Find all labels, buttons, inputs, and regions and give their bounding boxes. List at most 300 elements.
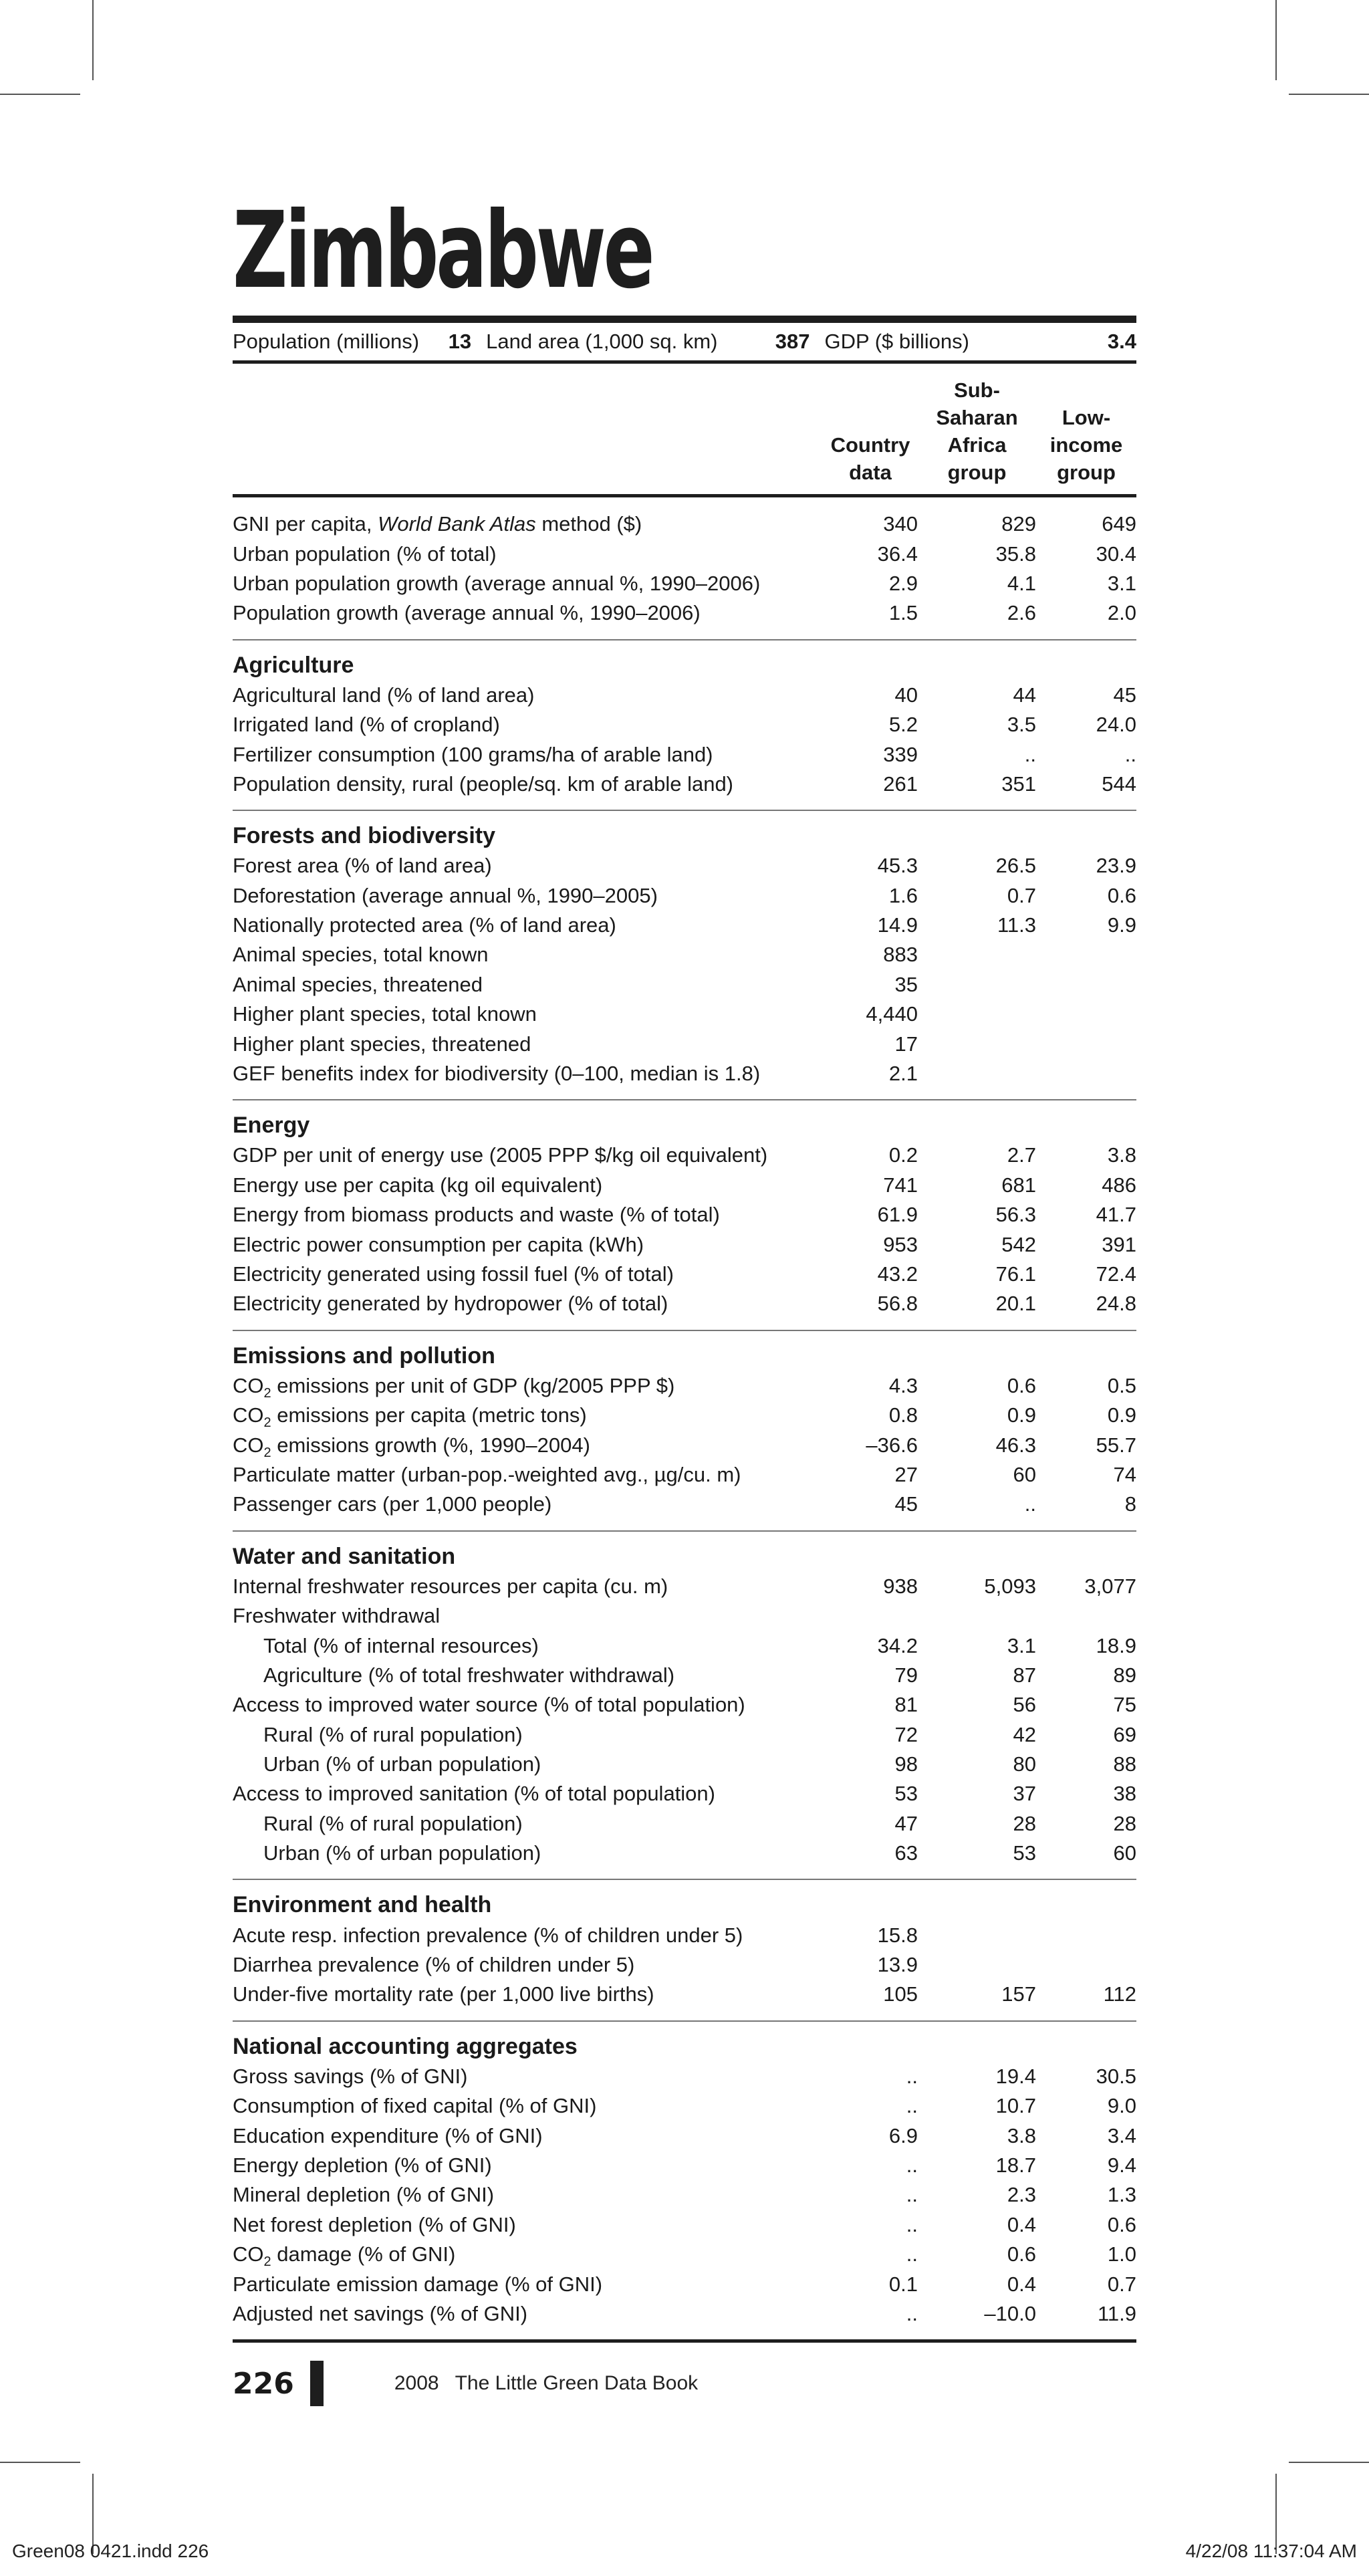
- row-label-text: Energy from biomass products and waste (% of total): [233, 1203, 720, 1227]
- row-label: [233, 1492, 823, 1516]
- row-label-text: Agriculture (% of total freshwater withdrawal): [263, 1663, 675, 1687]
- crop-mark: [1275, 0, 1277, 80]
- gdp-label: GDP ($ billions): [824, 330, 969, 353]
- value-sub-saharan-africa: 80: [1013, 1752, 1036, 1776]
- value-country: 953: [883, 1232, 918, 1256]
- row-label: [233, 1634, 823, 1658]
- value-sub-saharan-africa: 3.1: [1007, 1633, 1036, 1657]
- value-country: 36.4: [877, 542, 918, 566]
- row-label: [233, 1723, 823, 1747]
- value-country: 45: [894, 1492, 918, 1516]
- value-sub-saharan-africa: 3.5: [1007, 713, 1036, 737]
- value-sub-saharan-africa: 5,093: [984, 1574, 1036, 1598]
- value-sub-saharan-africa: 351: [1001, 772, 1036, 796]
- value-low-income: 45: [1113, 683, 1136, 707]
- value-country: 105: [883, 1982, 918, 2006]
- column-country-data: Country data: [830, 433, 910, 484]
- value-low-income: 75: [1113, 1693, 1136, 1717]
- co2-symbol: $CO_2$: [233, 2242, 271, 2267]
- row-label: [233, 2094, 823, 2118]
- co2-symbol: $CO_2$: [233, 1433, 271, 1457]
- row-label: [233, 743, 823, 767]
- footer-year: 2008: [394, 2372, 439, 2394]
- table-row: [233, 569, 1136, 598]
- value-sub-saharan-africa: 157: [1001, 1982, 1036, 2006]
- value-country: 13.9: [877, 1953, 918, 1977]
- value-country: 81: [894, 1693, 918, 1717]
- row-label-text: Agricultural land (% of land area): [233, 683, 535, 707]
- row-label-text: Internal freshwater resources per capita (cu. m): [233, 1574, 668, 1598]
- value-country: 0.2: [888, 1143, 918, 1167]
- table-row: [233, 2299, 1136, 2329]
- data-table: [233, 497, 1136, 2343]
- population-label: Population (millions): [233, 330, 420, 353]
- table-row: [233, 970, 1136, 1000]
- table-row: [233, 1200, 1136, 1230]
- value-country: 45.3: [877, 854, 918, 878]
- value-sub-saharan-africa: 3.8: [1007, 2123, 1036, 2147]
- table-row: [233, 2151, 1136, 2180]
- row-label: [233, 1752, 823, 1776]
- value-low-income: 3.4: [1107, 2123, 1136, 2147]
- value-country: 1.5: [888, 601, 918, 625]
- value-low-income: 30.5: [1096, 2064, 1136, 2088]
- row-label: [233, 1953, 823, 1977]
- table-row: [233, 2269, 1136, 2299]
- value-country: –36.6: [866, 1433, 918, 1457]
- row-label: [233, 1463, 823, 1487]
- value-sub-saharan-africa: 542: [1001, 1232, 1036, 1256]
- row-label: [233, 1663, 823, 1687]
- section-environment-and-health: [233, 1880, 1136, 2020]
- row-label: [233, 1203, 823, 1227]
- value-country: 15.8: [877, 1923, 918, 1947]
- row-label-text: Population growth (average annual %, 1990–2006): [233, 601, 701, 625]
- table-row: [233, 1950, 1136, 1980]
- row-label-text: Acute resp. infection prevalence (% of children under 5): [233, 1923, 743, 1947]
- row-label-text: Energy depletion (% of GNI): [233, 2153, 492, 2177]
- row-label: [233, 2242, 823, 2266]
- row-label-text: Consumption of fixed capital (% of GNI): [233, 2094, 597, 2118]
- row-label-text: Access to improved water source (% of total population): [233, 1693, 745, 1717]
- value-low-income: ..: [1124, 742, 1136, 766]
- value-low-income: 18.9: [1096, 1633, 1136, 1657]
- row-label: [233, 1403, 823, 1427]
- value-country: 17: [894, 1032, 918, 1056]
- value-country: 63: [894, 1841, 918, 1865]
- row-label-text: Mineral depletion (% of GNI): [233, 2183, 495, 2207]
- row-label-text: Irrigated land (% of cropland): [233, 713, 500, 737]
- value-low-income: 8: [1124, 1492, 1136, 1516]
- row-label: [233, 512, 823, 536]
- row-label: [233, 1143, 823, 1167]
- section-title: Environment and health: [233, 1892, 492, 1918]
- value-low-income: 89: [1113, 1663, 1136, 1687]
- data-page: [233, 189, 1136, 2343]
- print-slug-timestamp: 4/22/08 11:37:04 AM: [1185, 2541, 1357, 2561]
- value-sub-saharan-africa: 26.5: [995, 854, 1036, 878]
- table-row: [233, 2210, 1136, 2240]
- value-sub-saharan-africa: 4.1: [1007, 571, 1036, 595]
- value-low-income: 112: [1103, 1982, 1136, 2006]
- table-row: [233, 1401, 1136, 1430]
- row-label: [233, 542, 823, 566]
- row-label-text: Access to improved sanitation (% of total population): [233, 1782, 715, 1806]
- value-low-income: 391: [1102, 1232, 1136, 1256]
- value-low-income: 0.9: [1107, 1403, 1136, 1427]
- divider: [233, 2339, 1136, 2343]
- value-sub-saharan-africa: 19.4: [995, 2064, 1036, 2088]
- row-label: [233, 713, 823, 737]
- row-label: [233, 1782, 823, 1806]
- row-label: [233, 601, 823, 625]
- value-sub-saharan-africa: 76.1: [995, 1262, 1036, 1286]
- table-row: [233, 1490, 1136, 1519]
- row-label: [233, 1374, 823, 1398]
- row-label-text: damage (% of GNI): [271, 2242, 456, 2266]
- table-row: [233, 1920, 1136, 1950]
- crop-mark: [1289, 2462, 1369, 2463]
- value-sub-saharan-africa: 681: [1001, 1173, 1036, 1197]
- row-label-text: Urban (% of urban population): [263, 1841, 541, 1865]
- table-row: [233, 1572, 1136, 1601]
- value-sub-saharan-africa: 0.4: [1007, 2272, 1036, 2296]
- value-country: 4,440: [866, 1002, 918, 1026]
- value-low-income: 11.9: [1097, 2301, 1136, 2325]
- section-water-and-sanitation: [233, 1532, 1136, 1879]
- value-low-income: 1.0: [1107, 2242, 1136, 2266]
- value-low-income: 0.6: [1107, 883, 1136, 907]
- row-label: [233, 1002, 823, 1026]
- row-label: [233, 772, 823, 796]
- row-label: [233, 1292, 823, 1316]
- value-sub-saharan-africa: 2.7: [1007, 1143, 1036, 1167]
- divider: [233, 316, 1136, 323]
- row-label: [233, 913, 823, 937]
- row-label-text: Forest area (% of land area): [233, 854, 492, 878]
- section-title: Forests and biodiversity: [233, 823, 495, 849]
- row-label: [233, 1982, 823, 2006]
- value-country: 47: [894, 1811, 918, 1835]
- value-sub-saharan-africa: 20.1: [995, 1292, 1036, 1316]
- row-label: [233, 854, 823, 878]
- table-row: [233, 2180, 1136, 2210]
- table-row: [233, 509, 1136, 539]
- value-low-income: 23.9: [1096, 854, 1136, 878]
- value-sub-saharan-africa: 18.7: [995, 2153, 1036, 2177]
- value-country: 0.8: [888, 1403, 918, 1427]
- table-row: [233, 1601, 1136, 1631]
- row-label-text: Fertilizer consumption (100 grams/ha of arable land): [233, 742, 713, 766]
- value-sub-saharan-africa: 44: [1013, 683, 1036, 707]
- row-label-text: Electricity generated by hydropower (% of total): [233, 1292, 668, 1316]
- row-label-text: emissions per capita (metric tons): [271, 1403, 587, 1427]
- section-title: Emissions and pollution: [233, 1342, 495, 1369]
- table-row: [233, 1631, 1136, 1660]
- value-low-income: 3,077: [1084, 1574, 1136, 1598]
- crop-mark: [1289, 94, 1369, 95]
- section-agriculture: [233, 640, 1136, 810]
- table-row: [233, 1809, 1136, 1839]
- section-title: National accounting aggregates: [233, 2033, 578, 2059]
- value-sub-saharan-africa: ..: [1024, 742, 1036, 766]
- row-label: [233, 1262, 823, 1286]
- table-row: [233, 1779, 1136, 1808]
- row-label-text: Rural (% of rural population): [263, 1811, 523, 1835]
- value-country: 2.9: [888, 571, 918, 595]
- value-low-income: 9.0: [1107, 2094, 1136, 2118]
- crop-mark: [0, 2462, 80, 2463]
- value-sub-saharan-africa: 87: [1013, 1663, 1036, 1687]
- value-country: 340: [883, 512, 918, 536]
- summary-bar: [233, 323, 1136, 360]
- row-label: [233, 1923, 823, 1948]
- row-label-text: Total (% of internal resources): [263, 1633, 539, 1657]
- value-sub-saharan-africa: 35.8: [995, 542, 1036, 566]
- value-country: 261: [883, 772, 918, 796]
- table-row: [233, 2091, 1136, 2121]
- value-country: ..: [906, 2153, 918, 2177]
- row-label-text: GNI per capita, World Bank Atlas method ($): [233, 512, 642, 536]
- table-row: [233, 681, 1136, 710]
- table-row: [233, 2062, 1136, 2091]
- value-sub-saharan-africa: 2.6: [1007, 601, 1036, 625]
- value-sub-saharan-africa: 11.3: [997, 913, 1036, 937]
- value-sub-saharan-africa: 42: [1013, 1722, 1036, 1746]
- column-sub-saharan-africa: Sub-Saharan Africa group: [936, 378, 1018, 484]
- value-low-income: 69: [1113, 1722, 1136, 1746]
- row-label: [233, 2213, 823, 2237]
- table-row: [233, 1171, 1136, 1200]
- section-general: [233, 497, 1136, 639]
- value-country: 883: [883, 943, 918, 967]
- row-label: [233, 884, 823, 908]
- row-label: [233, 1173, 823, 1197]
- row-label: [233, 2153, 823, 2178]
- row-label: [233, 572, 823, 596]
- table-row: [233, 940, 1136, 969]
- value-sub-saharan-africa: 28: [1013, 1811, 1036, 1835]
- value-sub-saharan-africa: 60: [1013, 1462, 1036, 1486]
- value-country: ..: [906, 2094, 918, 2118]
- section-forests-and-biodiversity: [233, 811, 1136, 1099]
- value-low-income: 486: [1102, 1173, 1136, 1197]
- column-header: [233, 364, 1136, 494]
- value-sub-saharan-africa: 2.3: [1007, 2183, 1036, 2207]
- co2-symbol: $CO_2$: [233, 1373, 271, 1398]
- value-country: 4.3: [888, 1373, 918, 1397]
- value-low-income: 24.8: [1096, 1292, 1136, 1316]
- table-row: [233, 710, 1136, 739]
- row-label-text: Freshwater withdrawal: [233, 1604, 441, 1628]
- value-low-income: 649: [1102, 512, 1136, 536]
- value-low-income: 2.0: [1107, 601, 1136, 625]
- row-label-text: emissions growth (%, 1990–2004): [271, 1433, 590, 1457]
- value-low-income: 74: [1113, 1462, 1136, 1486]
- table-row: [233, 1750, 1136, 1779]
- section-title: Water and sanitation: [233, 1543, 456, 1569]
- row-label-text: Animal species, threatened: [233, 972, 483, 996]
- page-title: Zimbabwe: [233, 189, 652, 312]
- row-label-text: Education expenditure (% of GNI): [233, 2123, 543, 2147]
- value-sub-saharan-africa: –10.0: [984, 2301, 1036, 2325]
- row-label-text: Electricity generated using fossil fuel (% of total): [233, 1262, 674, 1286]
- value-country: 0.1: [888, 2272, 918, 2296]
- value-country: 5.2: [888, 713, 918, 737]
- column-low-income: Low-income group: [1049, 406, 1123, 484]
- table-row: [233, 1460, 1136, 1490]
- table-row: [233, 881, 1136, 911]
- value-low-income: 30.4: [1096, 542, 1136, 566]
- row-label-text: Gross savings (% of GNI): [233, 2064, 468, 2088]
- row-label-text: Urban population growth (average annual %, 1990–2006): [233, 571, 761, 595]
- table-row: [233, 1371, 1136, 1401]
- table-row: [233, 770, 1136, 799]
- table-row: [233, 1000, 1136, 1029]
- value-sub-saharan-africa: 0.7: [1007, 883, 1036, 907]
- row-label-text: Passenger cars (per 1,000 people): [233, 1492, 552, 1516]
- value-country: 79: [894, 1663, 918, 1687]
- value-country: 1.6: [888, 883, 918, 907]
- gdp-value: 3.4: [1107, 330, 1136, 353]
- value-low-income: 0.7: [1107, 2272, 1136, 2296]
- table-row: [233, 851, 1136, 881]
- print-slug-file: Green08 0421.indd 226: [12, 2541, 209, 2561]
- value-sub-saharan-africa: 0.4: [1007, 2212, 1036, 2236]
- value-sub-saharan-africa: 10.7: [995, 2094, 1036, 2118]
- section-title: Energy: [233, 1113, 310, 1139]
- value-low-income: 28: [1113, 1811, 1136, 1835]
- value-country: ..: [906, 2064, 918, 2088]
- value-sub-saharan-africa: 829: [1001, 512, 1036, 536]
- value-low-income: 41.7: [1096, 1203, 1136, 1227]
- book-title: The Little Green Data Book: [455, 2372, 699, 2394]
- value-low-income: 3.1: [1107, 571, 1136, 595]
- table-row: [233, 1690, 1136, 1720]
- value-country: 14.9: [877, 913, 918, 937]
- value-low-income: 88: [1113, 1752, 1136, 1776]
- value-sub-saharan-africa: 56.3: [995, 1203, 1036, 1227]
- value-country: 98: [894, 1752, 918, 1776]
- row-label-text: Population density, rural (people/sq. km of arable land): [233, 772, 734, 796]
- land-area-value: 387: [775, 330, 810, 353]
- table-row: [233, 1661, 1136, 1690]
- row-label: [233, 1841, 823, 1865]
- table-row: [233, 2240, 1136, 2269]
- value-sub-saharan-africa: 0.6: [1007, 1373, 1036, 1397]
- row-label-text: Animal species, total known: [233, 943, 489, 967]
- value-country: 56.8: [877, 1292, 918, 1316]
- value-country: 34.2: [877, 1633, 918, 1657]
- value-country: ..: [906, 2212, 918, 2236]
- value-low-income: 1.3: [1107, 2183, 1136, 2207]
- value-country: ..: [906, 2242, 918, 2266]
- table-row: [233, 598, 1136, 628]
- value-low-income: 544: [1102, 772, 1136, 796]
- value-low-income: 0.5: [1107, 1373, 1136, 1397]
- table-row: [233, 2121, 1136, 2150]
- value-low-income: 55.7: [1096, 1433, 1136, 1457]
- value-low-income: 72.4: [1096, 1262, 1136, 1286]
- row-label: [233, 1062, 823, 1086]
- value-low-income: 24.0: [1096, 713, 1136, 737]
- value-country: ..: [906, 2183, 918, 2207]
- value-country: 339: [883, 742, 918, 766]
- table-row: [233, 1430, 1136, 1459]
- row-label-text: Under-five mortality rate (per 1,000 live births): [233, 1982, 654, 2006]
- row-label-text: Particulate emission damage (% of GNI): [233, 2272, 603, 2296]
- value-country: 43.2: [877, 1262, 918, 1286]
- page-footer: [233, 2360, 698, 2407]
- row-label: [233, 1233, 823, 1257]
- row-label: [233, 2302, 823, 2326]
- row-label-text: Net forest depletion (% of GNI): [233, 2212, 516, 2236]
- page-number: 226: [233, 2366, 294, 2401]
- value-sub-saharan-africa: 53: [1013, 1841, 1036, 1865]
- table-row: [233, 1230, 1136, 1259]
- table-row: [233, 739, 1136, 769]
- value-country: ..: [906, 2301, 918, 2325]
- value-low-income: 9.4: [1107, 2153, 1136, 2177]
- row-label: [233, 2124, 823, 2148]
- value-low-income: 0.6: [1107, 2212, 1136, 2236]
- row-label-text: Higher plant species, total known: [233, 1002, 537, 1026]
- value-country: 938: [883, 1574, 918, 1598]
- value-country: 61.9: [877, 1203, 918, 1227]
- row-label-text: GEF benefits index for biodiversity (0–100, median is 1.8): [233, 1062, 761, 1086]
- row-label-text: Energy use per capita (kg oil equivalent): [233, 1173, 603, 1197]
- row-label: [233, 1032, 823, 1056]
- row-label: [233, 1433, 823, 1457]
- row-label-text: Nationally protected area (% of land area): [233, 913, 616, 937]
- row-label: [233, 683, 823, 707]
- row-label: [233, 1574, 823, 1599]
- value-sub-saharan-africa: 46.3: [995, 1433, 1036, 1457]
- land-area-label: Land area (1,000 sq. km): [486, 330, 718, 353]
- crop-mark: [0, 94, 80, 95]
- table-row: [233, 539, 1136, 568]
- value-country: 40: [894, 683, 918, 707]
- table-row: [233, 1980, 1136, 2009]
- value-country: 53: [894, 1782, 918, 1806]
- row-label: [233, 1604, 823, 1628]
- row-label-text: Higher plant species, threatened: [233, 1032, 531, 1056]
- value-sub-saharan-africa: 56: [1013, 1693, 1036, 1717]
- table-row: [233, 1839, 1136, 1868]
- table-row: [233, 1141, 1136, 1170]
- co2-symbol: $CO_2$: [233, 1403, 271, 1428]
- row-label: [233, 1693, 823, 1717]
- value-sub-saharan-africa: 0.6: [1007, 2242, 1036, 2266]
- value-low-income: 9.9: [1107, 913, 1136, 937]
- value-country: 72: [894, 1722, 918, 1746]
- row-label-text: Urban population (% of total): [233, 542, 497, 566]
- row-label-text: Urban (% of urban population): [263, 1752, 541, 1776]
- value-country: 741: [883, 1173, 918, 1197]
- row-label: [233, 1812, 823, 1836]
- value-country: 6.9: [888, 2123, 918, 2147]
- value-sub-saharan-africa: 37: [1013, 1782, 1036, 1806]
- value-country: 35: [894, 972, 918, 996]
- section-title: Agriculture: [233, 652, 354, 678]
- row-label: [233, 943, 823, 967]
- value-low-income: 60: [1113, 1841, 1136, 1865]
- row-label: [233, 2272, 823, 2297]
- value-country: 27: [894, 1462, 918, 1486]
- value-low-income: 38: [1113, 1782, 1136, 1806]
- table-row: [233, 1260, 1136, 1289]
- row-label-text: Particulate matter (urban-pop.-weighted avg., µg/cu. m): [233, 1462, 741, 1486]
